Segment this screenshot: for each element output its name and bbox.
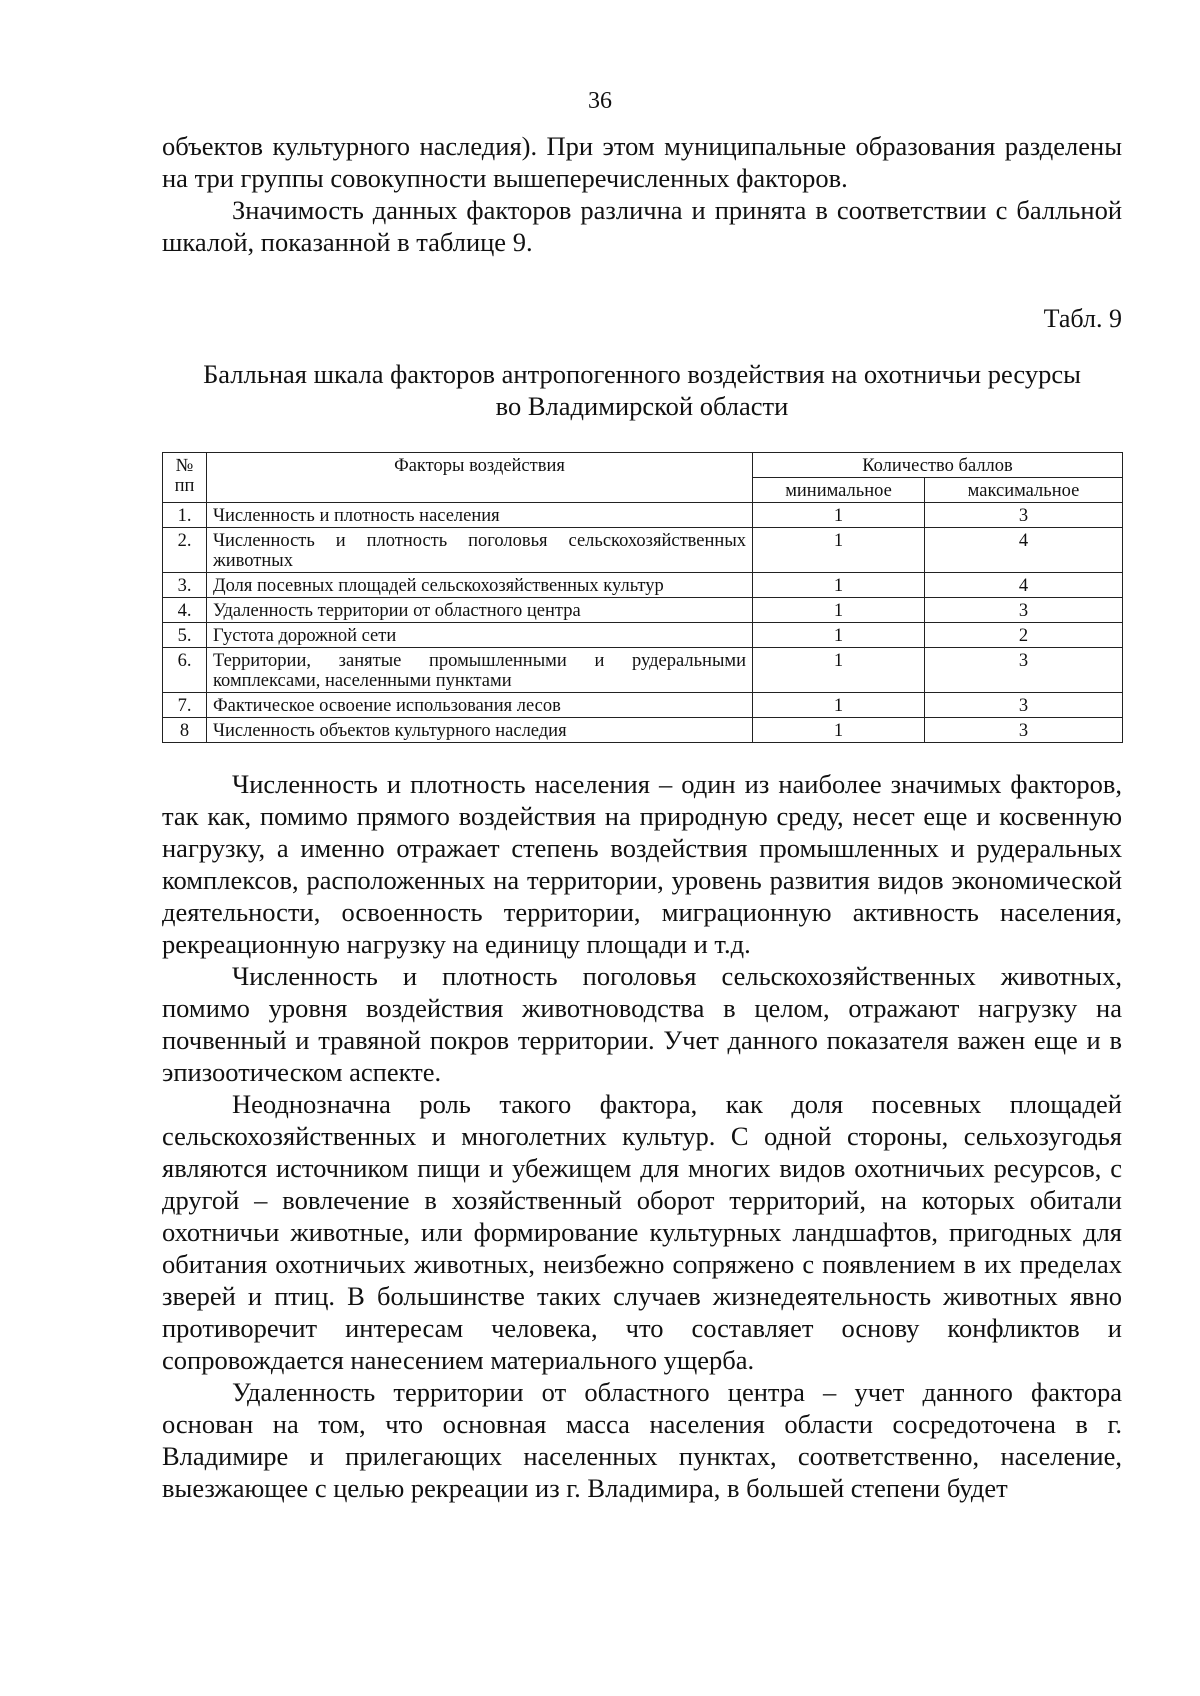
- row-max: 4: [925, 573, 1123, 598]
- table-title-line-2: во Владимирской области: [495, 391, 789, 421]
- table-row: [163, 693, 1123, 718]
- row-max: 3: [925, 598, 1123, 623]
- intro-block: [162, 130, 1122, 258]
- header-number: № пп: [163, 453, 207, 503]
- row-min: 1: [753, 623, 925, 648]
- body-paragraph-2: Численность и плотность поголовья сельскохозяйственных животных, помимо уровня воздействия животноводства в целом, отражают нагрузку на почвенный и травяной покров территории. Учет данного показателя важен еще и в эпизоотическом аспекте.: [162, 961, 1122, 1087]
- row-number: 6.: [163, 648, 207, 693]
- row-number: 2.: [163, 528, 207, 573]
- table-title-line-1: Балльная шкала факторов антропогенного воздействия на охотничьи ресурсы: [203, 359, 1081, 389]
- page-number: 36: [588, 88, 612, 114]
- intro-paragraph-2: Значимость данных факторов различна и принята в соответствии с балльной шкалой, показанной в таблице 9.: [162, 195, 1122, 257]
- table-title: [162, 358, 1122, 422]
- table-row: [163, 623, 1123, 648]
- header-points: Количество баллов: [753, 453, 1123, 478]
- body-paragraph-4: Удаленность территории от областного центра – учет данного фактора основан на том, что основная масса населения области сосредоточена в г. Владимире и прилегающих населенных пунктах, соответственно, население, выезжающее с целью рекреации из г. Владимира, в большей степени будет: [162, 1377, 1122, 1503]
- body-paragraph-3: Неоднозначна роль такого фактора, как доля посевных площадей сельскохозяйственных и многолетних культур. С одной стороны, сельхозугодья являются источником пищи и убежищем для многих видов охотничьих ресурсов, с другой – вовлечение в хозяйственный оборот территорий, на которых обитали охотничьи животные, или формирование культурных ландшафтов, пригодных для обитания охотничьих животных, неизбежно сопряжено с появлением в их пределах зверей и птиц. В большинстве таких случаев жизнедеятельность животных явно противоречит интересам человека, что составляет основу конфликтов и сопровождается нанесением материального ущерба.: [162, 1089, 1122, 1375]
- body-paragraph-1: Численность и плотность населения – один из наиболее значимых факторов, так как, помимо прямого воздействия на природную среду, несет еще и косвенную нагрузку, а именно отражает степень воздействия промышленных и рудеральных комплексов, расположенных на территории, уровень развития видов экономической деятельности, освоенность территории, миграционную активность населения, рекреационную нагрузку на единицу площади и т.д.: [162, 769, 1122, 959]
- row-factor: Территории, занятые промышленными и рудеральными комплексами, населенными пунктами: [207, 648, 753, 693]
- row-max: 3: [925, 648, 1123, 693]
- header-factor: Факторы воздействия: [207, 453, 753, 503]
- row-number: 8: [163, 718, 207, 743]
- row-min: 1: [753, 718, 925, 743]
- table-row: [163, 528, 1123, 573]
- row-min: 1: [753, 598, 925, 623]
- table-reference: Табл. 9: [1043, 304, 1122, 333]
- row-factor: Густота дорожной сети: [207, 623, 753, 648]
- row-number: 7.: [163, 693, 207, 718]
- table-row: [163, 573, 1123, 598]
- main-text-block: [162, 768, 1122, 1504]
- table-row: [163, 718, 1123, 743]
- row-min: 1: [753, 648, 925, 693]
- row-min: 1: [753, 503, 925, 528]
- row-min: 1: [753, 528, 925, 573]
- factors-table: [162, 452, 1123, 743]
- row-factor: Численность объектов культурного наследия: [207, 718, 753, 743]
- row-number: 5.: [163, 623, 207, 648]
- table-row: [163, 503, 1123, 528]
- row-max: 3: [925, 718, 1123, 743]
- row-max: 2: [925, 623, 1123, 648]
- header-min: минимальное: [753, 478, 925, 503]
- row-min: 1: [753, 573, 925, 598]
- table-row: [163, 598, 1123, 623]
- row-factor: Численность и плотность поголовья сельскохозяйственных животных: [207, 528, 753, 573]
- row-number: 1.: [163, 503, 207, 528]
- row-max: 4: [925, 528, 1123, 573]
- row-number: 4.: [163, 598, 207, 623]
- row-factor: Удаленность территории от областного центра: [207, 598, 753, 623]
- header-max: максимальное: [925, 478, 1123, 503]
- row-factor: Фактическое освоение использования лесов: [207, 693, 753, 718]
- intro-paragraph-1: объектов культурного наследия). При этом муниципальные образования разделены на три группы совокупности вышеперечисленных факторов.: [162, 131, 1122, 193]
- row-number: 3.: [163, 573, 207, 598]
- row-max: 3: [925, 693, 1123, 718]
- table-row: [163, 648, 1123, 693]
- row-min: 1: [753, 693, 925, 718]
- row-max: 3: [925, 503, 1123, 528]
- table-header-row: [163, 453, 1123, 478]
- row-factor: Доля посевных площадей сельскохозяйственных культур: [207, 573, 753, 598]
- row-factor: Численность и плотность населения: [207, 503, 753, 528]
